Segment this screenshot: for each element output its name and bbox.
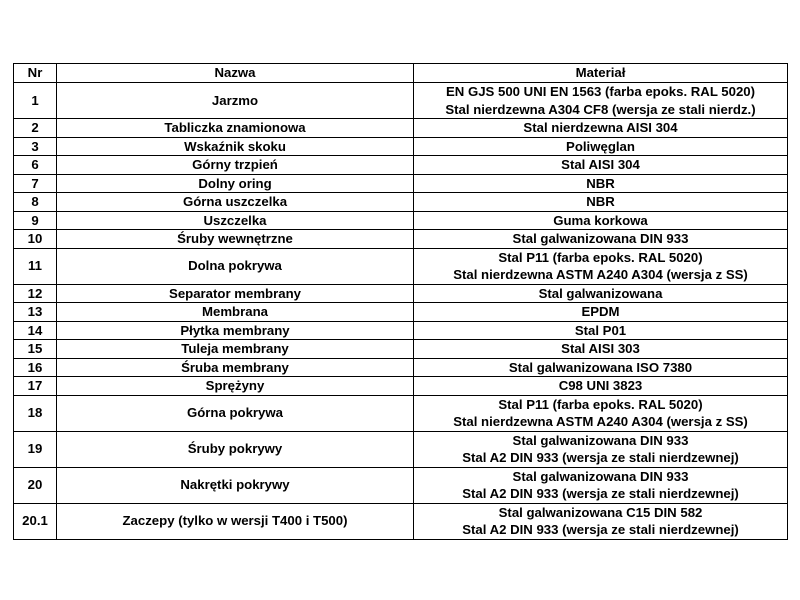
material-line: Poliwęglan (566, 138, 635, 154)
cell-nr: 12 (14, 284, 57, 303)
table-row (14, 248, 788, 284)
header-name: Nazwa (57, 64, 414, 83)
material-line: Stal galwanizowana ISO 7380 (508, 359, 693, 375)
material-line: Stal nierdzewna ASTM A240 A304 (wersja z SS) (453, 414, 748, 429)
cell-material (414, 358, 788, 377)
cell-name: Tabliczka znamionowa (57, 119, 414, 138)
cell-name: Śruba membrany (57, 358, 414, 377)
cell-name: Górny trzpień (57, 156, 414, 175)
material-line: Stal galwanizowana DIN 933 (512, 231, 689, 246)
cell-material (414, 230, 788, 249)
material-line: Stal nierdzewna ASTM A240 A304 (wersja z SS) (453, 267, 748, 282)
cell-nr: 6 (14, 156, 57, 175)
cell-material (414, 156, 788, 175)
material-line: Stal P01 (574, 322, 627, 338)
material-line: NBR (586, 194, 615, 209)
cell-name: Tuleja membrany (57, 340, 414, 359)
header-material: Materiał (414, 64, 788, 83)
cell-name: Nakrętki pokrywy (57, 467, 414, 503)
cell-nr: 7 (14, 174, 57, 193)
material-line: Stal nierdzewna AISI 304 (523, 120, 678, 135)
material-line: Stal P11 (farba epoks. RAL 5020) (498, 249, 703, 265)
table-row (14, 395, 788, 431)
cell-name: Sprężyny (57, 377, 414, 396)
cell-nr: 19 (14, 431, 57, 467)
cell-material (414, 340, 788, 359)
cell-material (414, 193, 788, 212)
cell-material (414, 395, 788, 431)
cell-material (414, 174, 788, 193)
cell-name: Dolna pokrywa (57, 248, 414, 284)
table-row (14, 137, 788, 156)
cell-name: Dolny oring (57, 174, 414, 193)
cell-material (414, 321, 788, 340)
material-line: Stal A2 DIN 933 (wersja ze stali nierdzewnej) (462, 522, 739, 537)
material-line: Stal galwanizowana DIN 933 (512, 432, 689, 448)
cell-nr: 15 (14, 340, 57, 359)
table-row (14, 503, 788, 539)
cell-material (414, 467, 788, 503)
cell-nr: 10 (14, 230, 57, 249)
cell-name: Śruby wewnętrzne (57, 230, 414, 249)
cell-nr: 17 (14, 377, 57, 396)
cell-nr: 1 (14, 83, 57, 119)
cell-name: Górna pokrywa (57, 395, 414, 431)
cell-nr: 8 (14, 193, 57, 212)
table-row (14, 83, 788, 119)
material-line: Stal galwanizowana (538, 285, 663, 301)
material-line: EPDM (581, 304, 620, 319)
material-line: Stal galwanizowana DIN 933 (512, 468, 689, 484)
material-line: Stal nierdzewna A304 CF8 (wersja ze stali nierdz.) (445, 101, 756, 117)
cell-nr: 18 (14, 395, 57, 431)
cell-nr: 9 (14, 211, 57, 230)
material-line: Stal galwanizowana C15 DIN 582 (498, 504, 703, 520)
header-nr: Nr (14, 64, 57, 83)
material-line: Stal P11 (farba epoks. RAL 5020) (498, 396, 703, 412)
cell-material (414, 83, 788, 119)
table-row (14, 321, 788, 340)
cell-material (414, 211, 788, 230)
cell-material (414, 431, 788, 467)
table-body (14, 83, 788, 540)
cell-name: Separator membrany (57, 284, 414, 303)
cell-material (414, 248, 788, 284)
table-row (14, 431, 788, 467)
table-row (14, 119, 788, 138)
cell-nr: 20.1 (14, 503, 57, 539)
cell-name: Membrana (57, 303, 414, 322)
cell-nr: 16 (14, 358, 57, 377)
cell-name: Zaczepy (tylko w wersji T400 i T500) (57, 503, 414, 539)
material-line: Stal A2 DIN 933 (wersja ze stali nierdzewnej) (462, 450, 739, 465)
cell-nr: 11 (14, 248, 57, 284)
table-row (14, 340, 788, 359)
cell-nr: 3 (14, 137, 57, 156)
cell-nr: 2 (14, 119, 57, 138)
cell-name: Uszczelka (57, 211, 414, 230)
cell-nr: 14 (14, 321, 57, 340)
cell-nr: 20 (14, 467, 57, 503)
table-row (14, 156, 788, 175)
table-row (14, 467, 788, 503)
cell-material (414, 284, 788, 303)
table-row (14, 284, 788, 303)
material-line: EN GJS 500 UNI EN 1563 (farba epoks. RAL 5020) (445, 84, 756, 99)
parts-materials-table (13, 63, 788, 540)
table-row (14, 193, 788, 212)
table-row (14, 174, 788, 193)
material-line: Stal AISI 304 (561, 157, 640, 172)
cell-name: Jarzmo (57, 83, 414, 119)
material-line: Guma korkowa (553, 212, 648, 228)
table-header-row (14, 64, 788, 83)
cell-material (414, 503, 788, 539)
table-row (14, 377, 788, 396)
cell-material (414, 137, 788, 156)
cell-material (414, 377, 788, 396)
material-line: C98 UNI 3823 (558, 378, 643, 393)
cell-name: Wskaźnik skoku (57, 137, 414, 156)
cell-material (414, 303, 788, 322)
table-row (14, 303, 788, 322)
cell-name: Płytka membrany (57, 321, 414, 340)
cell-name: Śruby pokrywy (57, 431, 414, 467)
cell-material (414, 119, 788, 138)
material-line: NBR (586, 175, 615, 191)
cell-name: Górna uszczelka (57, 193, 414, 212)
table-row (14, 358, 788, 377)
cell-nr: 13 (14, 303, 57, 322)
table-row (14, 230, 788, 249)
table-row (14, 211, 788, 230)
material-line: Stal AISI 303 (561, 341, 640, 356)
material-line: Stal A2 DIN 933 (wersja ze stali nierdzewnej) (462, 486, 739, 501)
